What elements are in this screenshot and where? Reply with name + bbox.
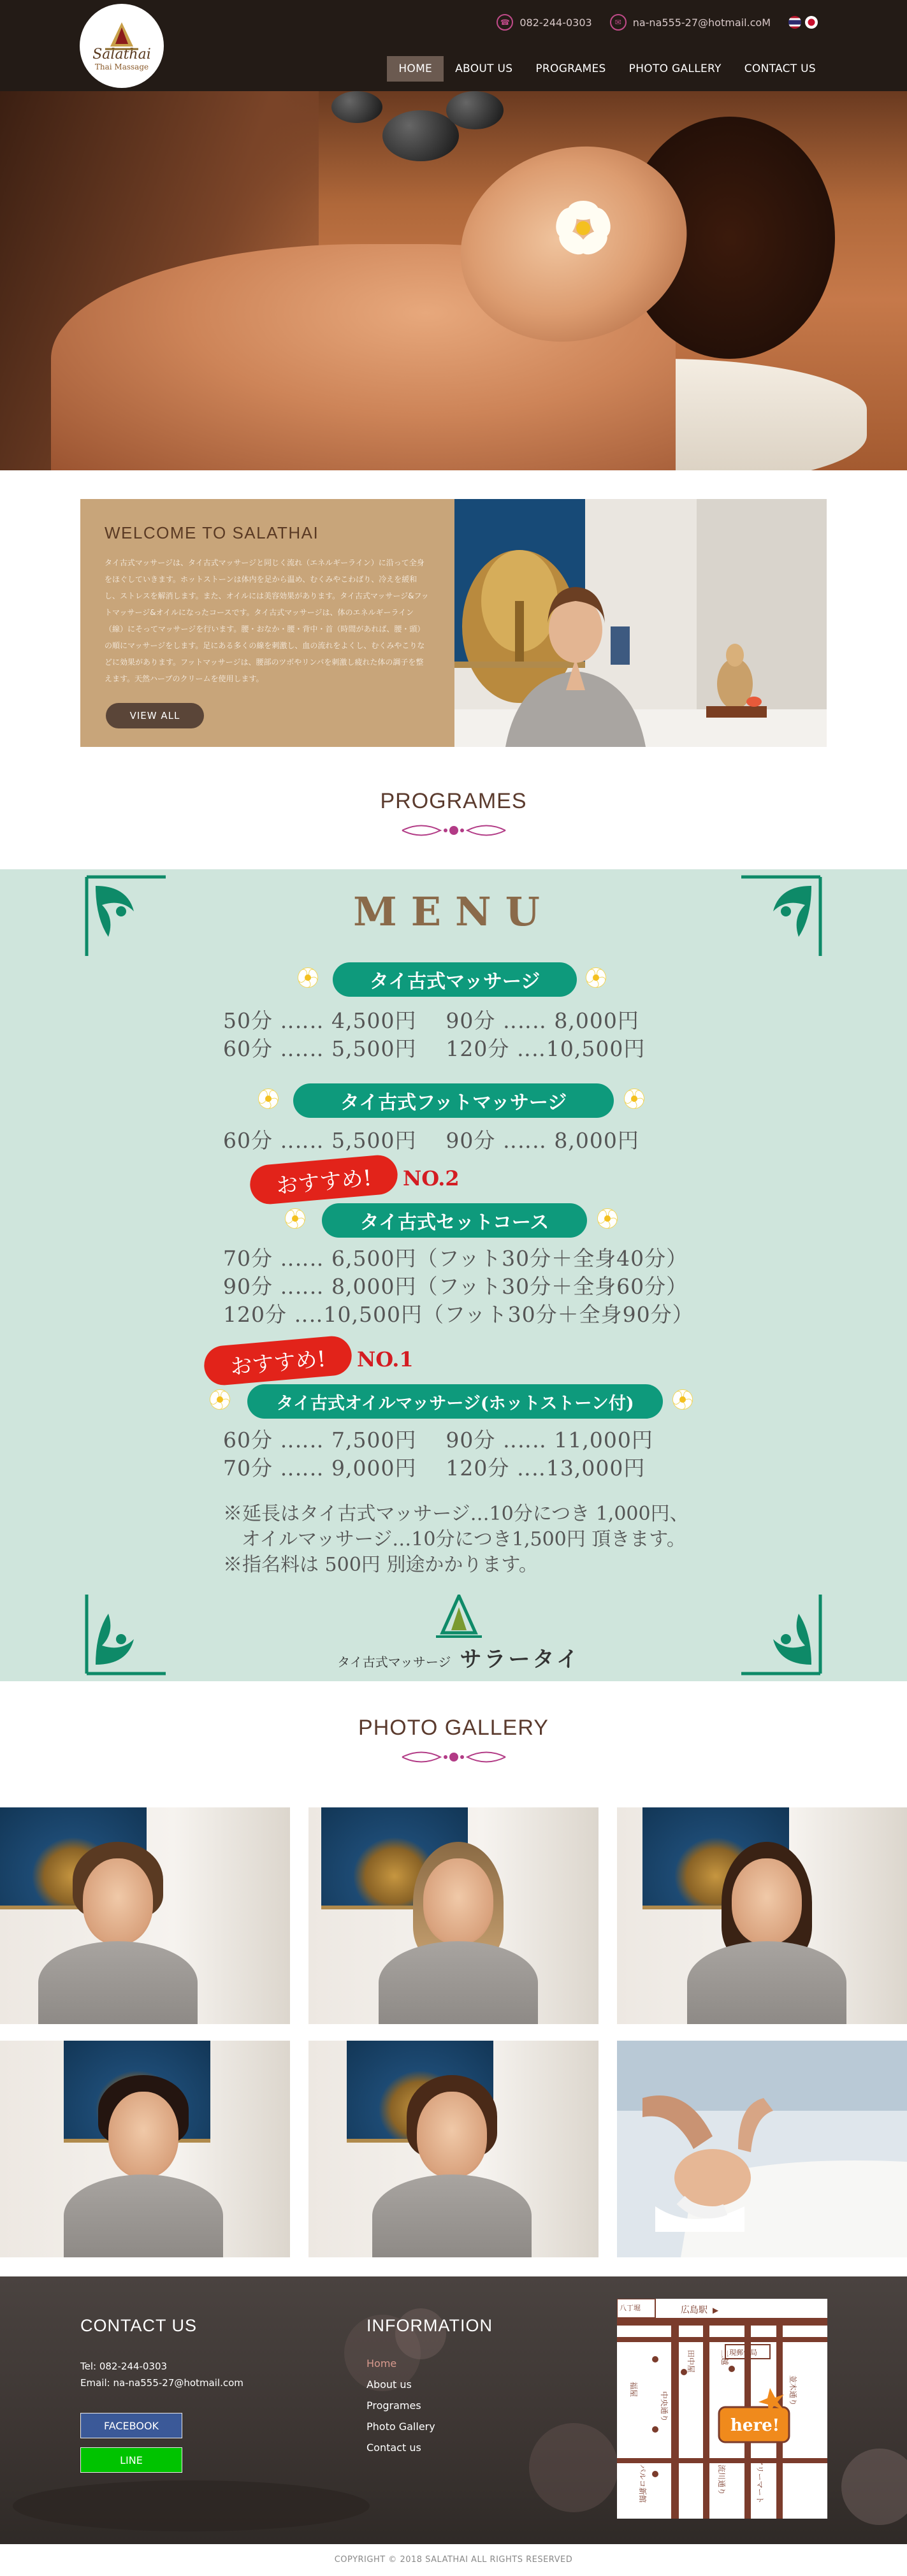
- hero-slider: [0, 91, 907, 470]
- logo[interactable]: [80, 4, 164, 88]
- price-line: 60分 ‥‥‥ 7,500円 90分 ‥‥‥ 11,000円: [223, 1428, 653, 1452]
- flower-icon: [293, 965, 323, 990]
- logo-subtitle: Thai Massage: [94, 62, 149, 71]
- price-line: 50分 ‥‥‥ 4,500円 90分 ‥‥‥ 8,000円: [223, 1008, 639, 1033]
- flower-icon: [668, 1387, 697, 1412]
- price-line: 70分 ‥‥‥ 6,500円（フット30分＋全身40分）: [223, 1246, 688, 1271]
- frangipani-flower-icon: [548, 193, 618, 263]
- ornament-divider-icon: [396, 1747, 512, 1767]
- menu-heading: MENU: [353, 888, 554, 935]
- menu-note: オイルマッサージ…10分につき1,500円 頂きます。: [223, 1528, 686, 1551]
- location-map[interactable]: [617, 2299, 827, 2519]
- map-post-office-label: 現郵便局: [729, 2348, 757, 2357]
- gallery-photo[interactable]: [0, 2041, 290, 2257]
- menu-note: ※指名料は 500円 別途かかります。: [223, 1554, 538, 1576]
- therapist-photo-illustration: [454, 499, 827, 747]
- gallery-photo[interactable]: [308, 1807, 599, 2024]
- language-switcher: [788, 16, 818, 29]
- nav-contact-us[interactable]: CONTACT US: [744, 62, 816, 75]
- shop-name-main: サラータイ: [460, 1647, 581, 1672]
- gallery-photo[interactable]: [617, 1807, 907, 2024]
- header-phone[interactable]: [497, 14, 591, 31]
- facebook-button[interactable]: FACEBOOK: [80, 2413, 182, 2438]
- menu-note: ※延長はタイ古式マッサージ…10分につき 1,000円、: [223, 1503, 689, 1525]
- menu-section-title: タイ古式オイルマッサージ(ホットストーン付): [247, 1384, 663, 1419]
- nav-photo-gallery[interactable]: PHOTO GALLERY: [628, 62, 722, 75]
- rank-label: NO.2: [403, 1166, 460, 1190]
- gallery-title: PHOTO GALLERY: [358, 1716, 549, 1740]
- nav-home[interactable]: HOME: [387, 56, 444, 82]
- flower-icon: [205, 1387, 235, 1412]
- mail-icon: ✉: [610, 14, 627, 31]
- welcome-photo: [454, 499, 827, 747]
- price-line: 90分 ‥‥‥ 8,000円（フット30分＋全身60分）: [223, 1274, 688, 1299]
- flower-icon: [254, 1086, 283, 1111]
- menu-section-title: タイ古式セットコース: [322, 1203, 587, 1238]
- rank-label: NO.1: [357, 1347, 414, 1371]
- main-nav: [387, 56, 827, 82]
- hot-stone: [446, 91, 504, 129]
- map-label-chuo-dori: 中央通り: [660, 2391, 669, 2422]
- gallery-photo[interactable]: [0, 1807, 290, 2024]
- map-station-label: 広島駅: [681, 2305, 707, 2315]
- map-arrow-icon: ▶: [713, 2306, 719, 2315]
- corner-ornament-icon: [735, 1588, 824, 1677]
- ornament-divider-icon: [396, 821, 512, 840]
- map-label-hacchobori: 八丁堀: [620, 2304, 641, 2312]
- price-line: 60分 ‥‥‥ 5,500円 120分 ‥‥10,500円: [223, 1036, 646, 1061]
- map-label-fukuya: 福屋: [629, 2382, 638, 2398]
- footer-link-programes[interactable]: Programes: [366, 2399, 421, 2412]
- nav-about-us[interactable]: ABOUT US: [455, 62, 513, 75]
- footer-link-gallery[interactable]: Photo Gallery: [366, 2420, 435, 2433]
- nav-programes[interactable]: PROGRAMES: [535, 62, 606, 75]
- spa-photo-illustration: [617, 2041, 907, 2257]
- temple-roof-icon: [103, 21, 141, 50]
- gallery-photo[interactable]: [617, 2041, 907, 2257]
- price-line: 60分 ‥‥‥ 5,500円 90分 ‥‥‥ 8,000円: [223, 1128, 639, 1153]
- view-all-button[interactable]: VIEW ALL: [106, 703, 204, 728]
- footer-info-links: [366, 2353, 435, 2458]
- welcome-title: WELCOME TO SALATHAI: [105, 523, 319, 542]
- site-header: [0, 0, 907, 91]
- welcome-text-panel: [80, 499, 454, 747]
- footer-email[interactable]: Email: na-na555-27@hotmail.com: [80, 2377, 243, 2389]
- footer-tel: Tel: 082-244-0303: [80, 2361, 168, 2372]
- map-label-namiki-dori: 並木通り: [788, 2375, 797, 2406]
- map-label-nagarekawa: 流川通り: [717, 2464, 726, 2496]
- map-here-label: here!: [730, 2416, 780, 2435]
- flower-icon: [593, 1206, 622, 1231]
- footer-contact-heading: CONTACT US: [80, 2316, 198, 2335]
- gallery-photo[interactable]: [308, 2041, 599, 2257]
- programes-title: PROGRAMES: [380, 789, 527, 813]
- phone-icon: ☎: [497, 14, 513, 31]
- shop-signature: [331, 1595, 586, 1671]
- map-drawing: [617, 2299, 827, 2519]
- shop-name-sub: タイ古式マッサージ: [337, 1654, 451, 1670]
- map-label-mitsukoshi: 三越: [720, 2350, 729, 2366]
- map-label-tanakaya: 田中屋: [686, 2350, 695, 2373]
- welcome-body: タイ古式マッサージは、タイ古式マッサージと同じく流れ（エネルギーライン）に沿って全身をほぐしていきます。ホットストーンは体内を足から温め、むくみやこわばり、冷えを緩和し、ストレスを解消します。また、オイルには美容効果があります。タイ古式マッサージ&フットマッサージ&オイルになったコースです。タイ古式マッサージは、体のエネルギーライン（線）にそってマッサージを行います。腰・おなか・腰・背中・首（時間があれば、腰・頭）の順にマッサージをします。足にある多くの線を刺激し、血の流れをよくし、むくみやこりなどに効果があります。フットマッサージは、腰部のツボやリンパを刺激し疲れた体の調子を整えます。天然ハーブのクリームを使用します。: [105, 558, 429, 683]
- logo-name: Salathai: [92, 46, 151, 62]
- welcome-section: [80, 499, 827, 747]
- hot-stone: [331, 91, 382, 123]
- copyright: COPYRIGHT © 2018 SALATHAI ALL RIGHTS RESERVED: [0, 2544, 907, 2576]
- header-email[interactable]: [610, 14, 771, 31]
- corner-ornament-icon: [83, 1588, 172, 1677]
- footer-link-about[interactable]: About us: [366, 2378, 412, 2391]
- header-phone-text: 082-244-0303: [519, 16, 592, 29]
- shop-name: [331, 1642, 586, 1673]
- flower-icon: [581, 965, 611, 990]
- site-footer: [0, 2276, 907, 2544]
- footer-link-contact[interactable]: Contact us: [366, 2442, 421, 2454]
- price-line: 120分 ‥‥10,500円（フット30分＋全身90分）: [223, 1302, 694, 1327]
- japan-flag-icon[interactable]: [805, 16, 818, 29]
- recommend-badge: おすすめ!: [249, 1154, 400, 1206]
- footer-link-home[interactable]: Home: [366, 2357, 397, 2370]
- menu-section-title: タイ古式フットマッサージ: [293, 1083, 614, 1118]
- header-email-text: na-na555-27@hotmail.coM: [632, 16, 771, 29]
- thai-flag-icon[interactable]: [788, 16, 801, 29]
- map-label-family-mart: アリーマート: [755, 2458, 764, 2504]
- menu-section-title: タイ古式マッサージ: [333, 962, 577, 997]
- recommend-badge: おすすめ!: [203, 1335, 354, 1387]
- footer-info-heading: INFORMATION: [366, 2316, 493, 2335]
- flower-icon: [620, 1086, 649, 1111]
- hot-stone: [382, 110, 459, 161]
- flower-icon: [280, 1206, 310, 1231]
- menu-board: [0, 869, 907, 1681]
- temple-roof-icon: [433, 1595, 484, 1639]
- line-button[interactable]: LINE: [80, 2447, 182, 2473]
- contact-bar: [497, 14, 818, 31]
- price-line: 70分 ‥‥‥ 9,000円 120分 ‥‥13,000円: [223, 1456, 646, 1480]
- map-label-parco: パルコ新館: [638, 2464, 647, 2503]
